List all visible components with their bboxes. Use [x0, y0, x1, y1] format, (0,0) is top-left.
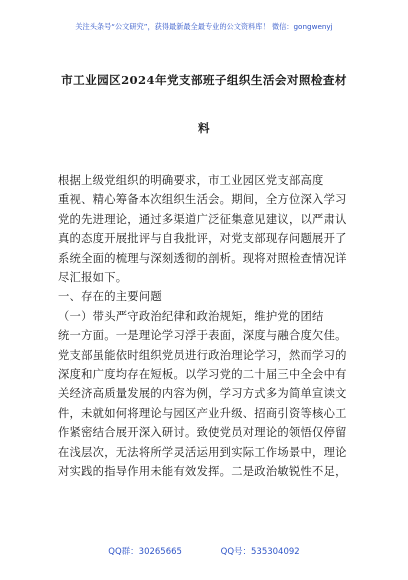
footer-contact: [0, 545, 408, 557]
document-title-line-1: 市工业园区2024年党支部班子组织生活会对照检查材: [61, 73, 347, 87]
body-line: 在浅层次，无法将所学灵活运用到实际工作场景中，理论: [58, 445, 347, 459]
body-line: （一）带头严守政治纪律和政治规矩，维护党的团结: [58, 309, 324, 323]
body-line: 根据上级党组织的明确要求，市工业园区党支部高度: [58, 174, 324, 187]
body-line: 对实践的指导作用未能有效发挥。二是政治敏锐性不足，: [58, 465, 347, 478]
header-banner: 关注头条号“公文研究”，获得最新最全最专业的公文资料库！ 微信：gongwenyj: [75, 22, 333, 31]
body-line: 尽汇报如下。: [58, 271, 128, 284]
body-line: 党的先进理论，通过多渠道广泛征集意见建议，以严肃认: [58, 212, 347, 226]
body-line: 系统全面的梳理与深刻透彻的剖析。现将对照检查情况详: [58, 251, 347, 265]
body-line: 真的态度开展批评与自我批评，对党支部现存问题展开了: [58, 232, 347, 246]
body-line: 一、存在的主要问题: [58, 290, 162, 304]
body-line: 深度和广度均存在短板。以学习党的二十届三中全会中有: [58, 368, 347, 381]
body-line: 件，未就如何将理论与园区产业升级、招商引资等核心工: [58, 406, 347, 420]
footer-qq-number: QQ号：535304092: [220, 547, 300, 557]
body-line: 重视、精心筹备本次组织生活会。期间，全方位深入学习: [58, 193, 347, 207]
document-title-line-2: 料: [198, 121, 210, 135]
body-line: 关经济高质量发展的内容为例，学习方式多为简单宣读文: [58, 387, 347, 401]
footer-qq-group: QQ群：30265665: [108, 547, 182, 557]
body-line: 党支部虽能依时组织党员进行政治理论学习，然而学习的: [58, 348, 347, 362]
body-line: 统一方面。一是理论学习浮于表面，深度与融合度欠佳。: [58, 329, 347, 343]
body-line: 作紧密结合展开深入研讨。致使党员对理论的领悟仅停留: [58, 426, 347, 440]
